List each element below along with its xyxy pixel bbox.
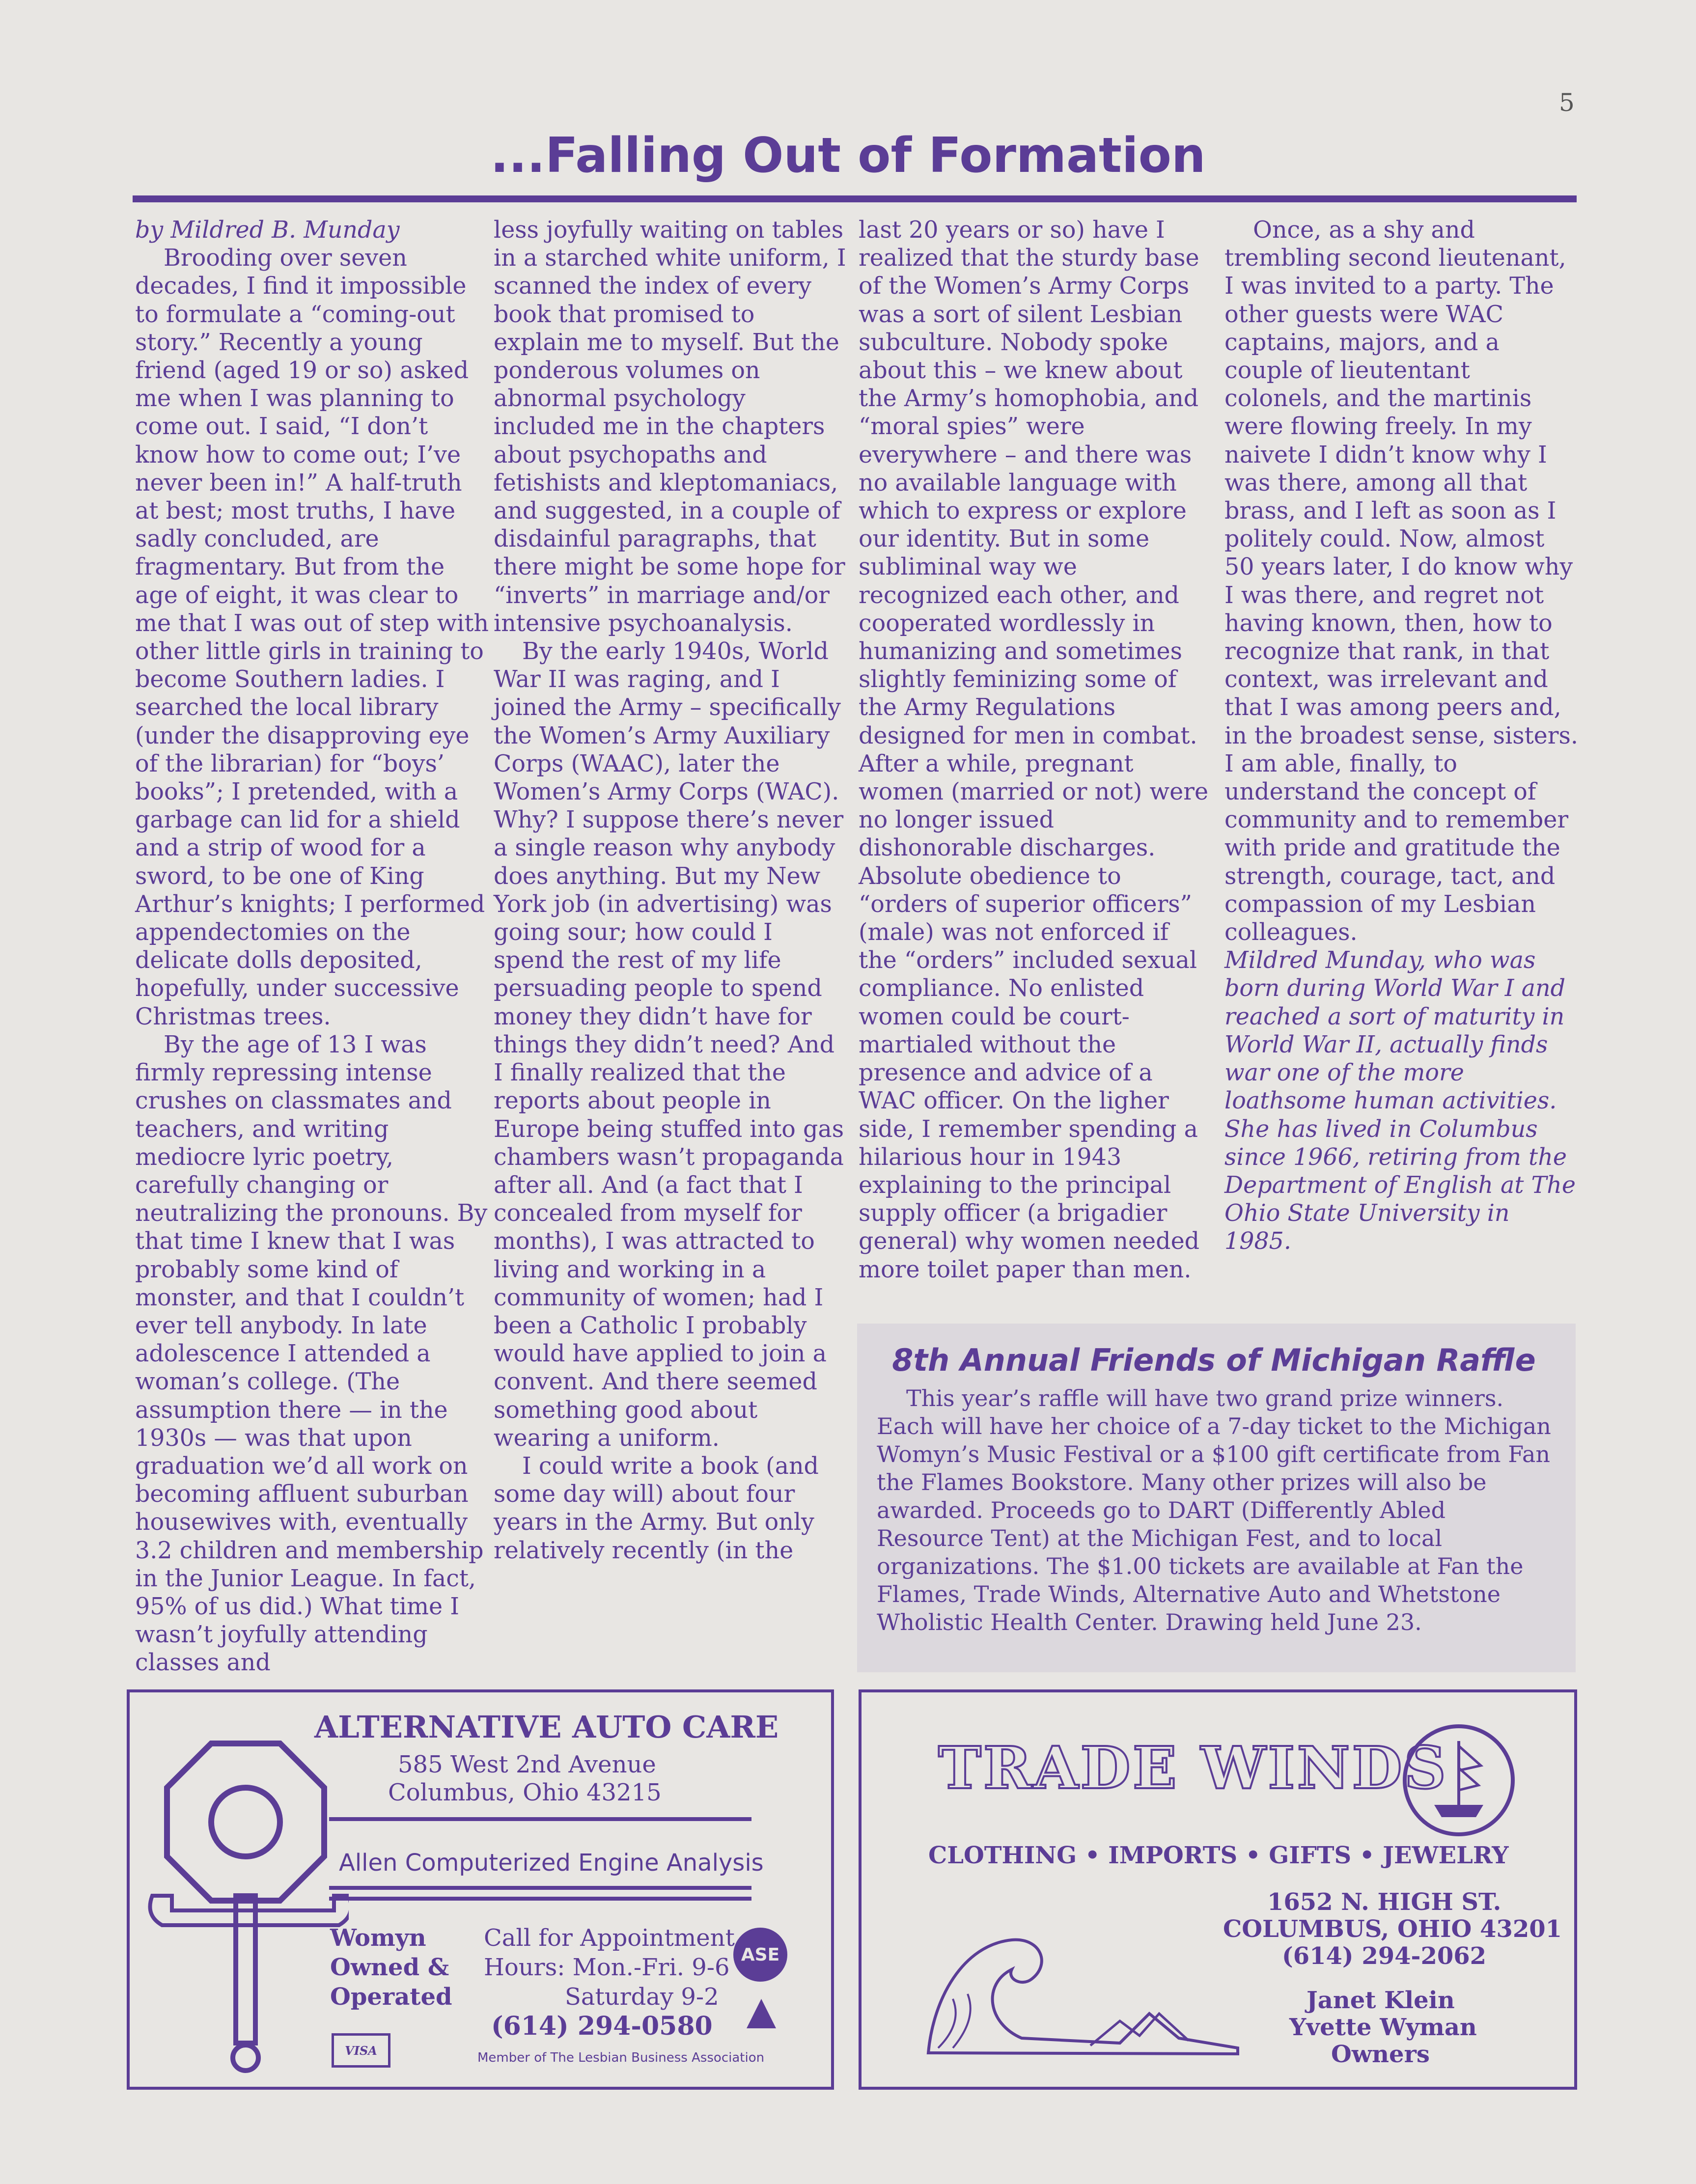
auto-hours-line1: Hours: Mon.-Fri. 9-6 — [484, 1954, 730, 1981]
auto-owned-line2: Owned & — [330, 1954, 449, 1981]
auto-phone: (614) 294-0580 — [491, 2011, 713, 2041]
auto-service-line: Allen Computerized Engine Analysis — [339, 1849, 764, 1877]
tradewinds-logo-text: TRADE WINDS — [938, 1734, 1448, 1802]
auto-owned-line1: Womyn — [330, 1924, 426, 1952]
paragraph: last 20 years or so) have I realized that the sturdy base of the Women’s Army Corps was a sort of silent Lesbian subculture. Nobody spoke about this – we knew about the Army’s homophobia, and “moral spies” were everywhere – and there was no available language with which to express or explore our identity. But in some subliminal way we recognized each other, and cooperated wordlessly in humanizing and sometimes slightly feminizing some of the Army Regulations designed for men in combat. After a while, pregnant women (married or not) were no longer issued dishonorable discharges. Absolute obedience to “orders of superior officers” (male) was not enforced if the “orders” included sexual compliance. No enlisted women could be court-martialed without the presence and advice of a WAC officer. On the ligher side, I remember spending a hilarious hour in 1943 explaining to the principal supply officer (a brigadier general) why women needed more toilet paper than men. — [859, 217, 1209, 1283]
tradewinds-owner2: Yvette Wyman — [1289, 2014, 1477, 2041]
triangle-logo-icon — [744, 1996, 778, 2031]
auto-call-line: Call for Appointment — [484, 1924, 735, 1952]
tradewinds-address-line2: COLUMBUS, OHIO 43201 — [1223, 1915, 1562, 1943]
ase-certified-badge: ASE — [733, 1928, 787, 1982]
tradewinds-owner1: Janet Klein — [1307, 1987, 1455, 2014]
tradewinds-tagline: CLOTHING • IMPORTS • GIFTS • JEWELRY — [928, 1842, 1509, 1869]
auto-rule-bottom — [329, 1897, 751, 1901]
paragraph: Brooding over seven decades, I find it impossible to formulate a “coming-out story.” Recently a young friend (aged 19 or so) asked me when I was planning to come out. I said, “I don’t know how to come out; I’ve never been in!” A half-truth at best; most truths, I have sadly concluded, are fragmentary. But from the age of eight, it was clear to me that I was out of step with other little girls in training to become Southern ladies. I searched the local library (under the disapproving eye of the librarian) for “boys’ books”; I pretended, with a garbage can lid for a shield and a strip of wood for a sword, to be one of King Arthur’s knights; I performed appendectomies on the delicate dolls deposited, hopefully, under successive Christmas trees. — [135, 245, 489, 1030]
tradewinds-phone: (614) 294-2062 — [1282, 1942, 1487, 1970]
article-column-3 — [859, 216, 1212, 1284]
paragraph: By the age of 13 I was firmly repressing intense crushes on classmates and teachers, and writing mediocre lyric poetry, carefully changing or neutralizing the pronouns. By that time I knew that I was probably some kind of monster, and that I couldn’t ever tell anybody. In late adolescence I attended a woman’s college. (The assumption there — in the 1930s — was that upon graduation we’d all work on becoming affluent suburban housewives with, eventually 3.2 children and membership in the Junior League. In fact, 95% of us did.) What time I wasn’t joyfully attending classes and — [135, 1031, 488, 1677]
title-rule — [133, 195, 1577, 202]
tradewinds-address-line1: 1652 N. HIGH ST. — [1267, 1888, 1501, 1916]
paragraph: I could write a book (and some day will) about four years in the Army. But only relatively recently (in the — [494, 1452, 819, 1564]
auto-rule-top — [329, 1817, 751, 1821]
article-column-2 — [494, 216, 847, 1565]
tradewinds-owners-label: Owners — [1331, 2041, 1430, 2068]
article-column-1 — [135, 216, 489, 1677]
auto-rule-mid — [329, 1886, 751, 1890]
raffle-box — [857, 1324, 1576, 1672]
auto-owned-line3: Operated — [330, 1983, 452, 2011]
auto-member-line: Member of The Lesbian Business Association — [477, 2050, 765, 2065]
paragraph: By the early 1940s, World War II was raging, and I joined the Army – specifically the Women’s Army Auxiliary Corps (WAAC), later the Women’s Army Corps (WAC). Why? I suppose there’s never a single reason why anybody does anything. But my New York job (in advertising) was going sour; how could I spend the rest of my life persuading people to spend money they didn’t have for things they didn’t need? And I finally realized that the reports about people in Europe being stuffed into gas chambers wasn’t propaganda after all. And (a fact that I concealed from myself for months), I was attracted to living and working in a community of women; had I been a Catholic I probably would have applied to join a convent. And there seemed something good about wearing a uniform. — [494, 638, 844, 1452]
wrench-logo-icon — [142, 1734, 349, 2087]
raffle-text: This year’s raffle will have two grand prize winners. Each will have her choice of a 7-day ticket to the Michigan Womyn’s Music Festival or a $100 gift certificate from Fan the Flames Bookstore. Many other prizes will also be awarded. Proceeds go to DART (Differently Abled Resource Tent) at the Michigan Fest, and to local organizations. The $1.00 tickets are available at Fan the Flames, Trade Winds, Alternative Auto and Whetstone Wholistic Health Center. Drawing held June 23. — [877, 1385, 1551, 1635]
author-bio: Mildred Munday, who was born during World War I and reached a sort of maturity in World War II, actually finds war one of the more loathsome human activities. She has lived in Columbus since 1966, retiring from the Department of English at The Ohio State University in 1985. — [1224, 947, 1576, 1255]
auto-hours-line2: Saturday 9-2 — [565, 1983, 719, 2011]
visa-card-icon: VISA — [332, 2033, 390, 2068]
paragraph: less joyfully waiting on tables in a starched white uniform, I scanned the index of every book that promised to explain me to myself. But the ponderous volumes on abnormal psychology included me in the chapters about psychopaths and fetishists and kleptomaniacs, and suggested, in a couple of disdainful paragraphs, that there might be some hope for “inverts” in marriage and/or intensive psychoanalysis. — [494, 217, 846, 637]
wave-illustration-icon — [923, 1925, 1243, 2058]
paragraph: Once, as a shy and trembling second lieutenant, I was invited to a party. The other guests were WAC captains, majors, and a couple of lieutentant colonels, and the martinis were flowing freely. In my naivete I didn’t know why I was there, among all that brass, and I left as soon as I politely could. Now, almost 50 years later, I do know why I was there, and regret not having known, then, how to recognize that rank, in that context, was irrelevant and that I was among peers and, in the broadest sense, sisters. I am able, finally, to understand the concept of community and to remember with pride and gratitude the strength, courage, tact, and compassion of my Lesbian colleagues. — [1224, 217, 1578, 946]
auto-address-line2: Columbus, Ohio 43215 — [388, 1779, 662, 1806]
sailing-ship-logo-icon — [1400, 1721, 1518, 1839]
auto-address-line1: 585 West 2nd Avenue — [398, 1751, 656, 1778]
raffle-title: 8th Annual Friends of Michigan Raffle — [892, 1342, 1536, 1378]
page-number: 5 — [1559, 88, 1575, 117]
article-column-4 — [1224, 216, 1578, 1256]
article-title: ...Falling Out of Formation — [490, 128, 1206, 184]
byline: by Mildred B. Munday — [135, 217, 400, 244]
auto-business-name: ALTERNATIVE AUTO CARE — [314, 1709, 779, 1745]
